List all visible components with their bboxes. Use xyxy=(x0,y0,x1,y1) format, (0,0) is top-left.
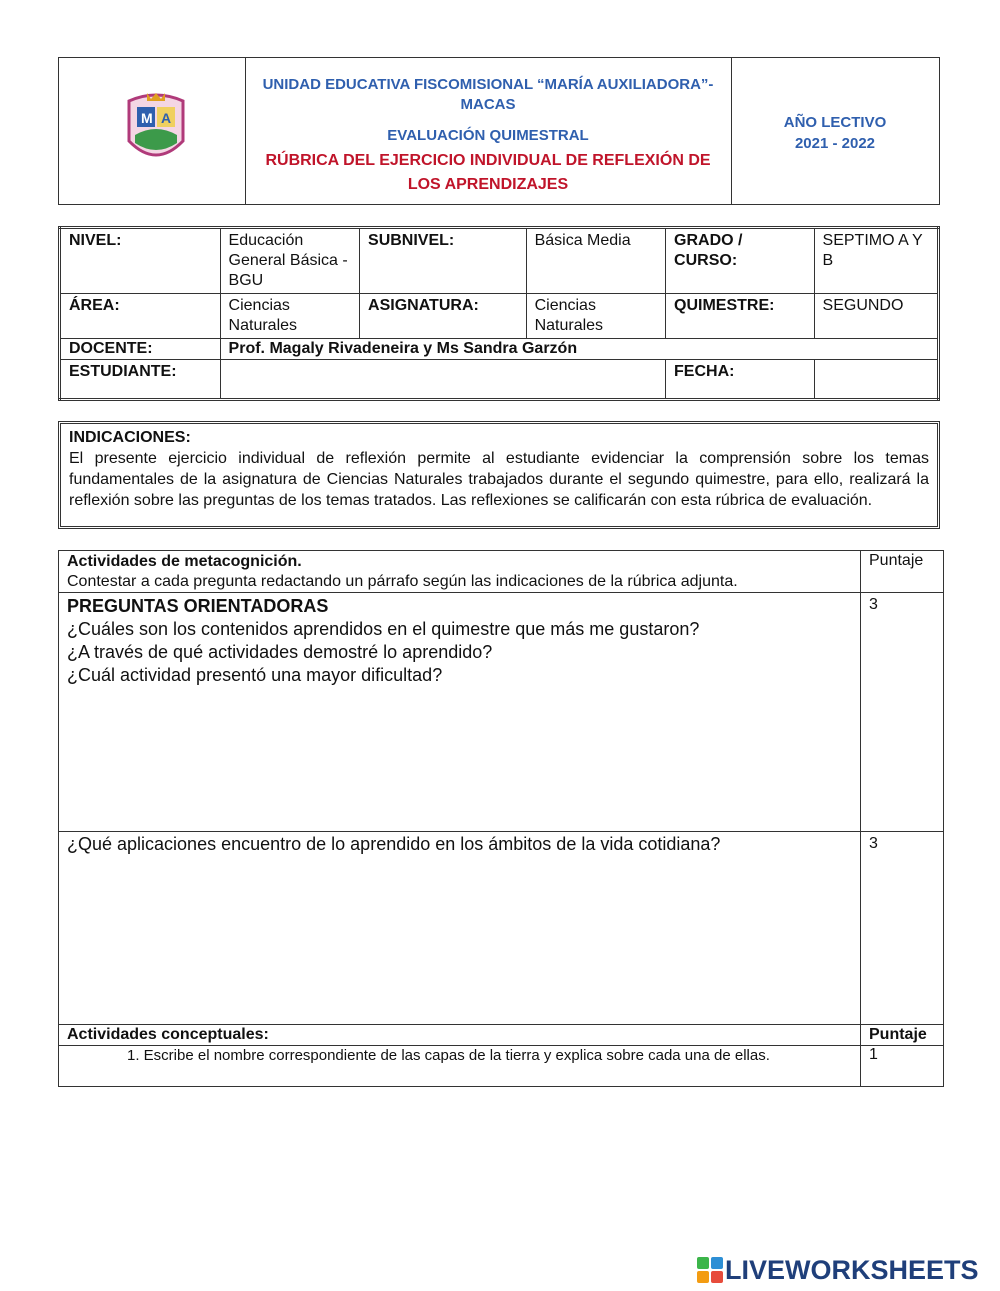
quimestre-label: QUIMESTRE: xyxy=(666,294,815,339)
asignatura-label: ASIGNATURA: xyxy=(360,294,527,339)
quimestre-value: SEGUNDO xyxy=(814,294,938,339)
rubric-title-line1: RÚBRICA DEL EJERCICIO INDIVIDUAL DE REFLEXIÓN DE xyxy=(265,152,711,169)
school-name-line2: MACAS xyxy=(460,96,516,113)
nivel-value: Educación General Básica - BGU xyxy=(220,228,359,294)
docente-label: DOCENTE: xyxy=(60,339,221,360)
guiding-questions-title: PREGUNTAS ORIENTADORAS xyxy=(67,596,329,616)
liveworksheets-wordmark: LIVEWORKSHEETS xyxy=(725,1254,979,1285)
score-1: 3 xyxy=(861,593,944,832)
school-name-line1: UNIDAD EDUCATIVA FISCOMISIONAL “MARÍA AUXILIADORA”- xyxy=(262,76,714,93)
question-3: ¿Cuál actividad presentó una mayor dificultad? xyxy=(67,665,443,685)
document-header xyxy=(58,57,940,205)
guiding-questions-cell[interactable] xyxy=(59,593,861,832)
score-2: 3 xyxy=(861,832,944,1025)
grado-value: SEPTIMO A Y B xyxy=(814,228,938,294)
asignatura-value: Ciencias Naturales xyxy=(526,294,665,339)
question-4: ¿Qué aplicaciones encuentro de lo aprendido en los ámbitos de la vida cotidiana? xyxy=(67,834,721,854)
question-1: ¿Cuáles son los contenidos aprendidos en el quimestre que más me gustaron? xyxy=(67,619,700,639)
header-title-cell xyxy=(245,58,732,204)
school-year-cell xyxy=(731,58,939,204)
question-2: ¿A través de qué actividades demostré lo aprendido? xyxy=(67,642,493,662)
estudiante-field[interactable] xyxy=(220,360,665,400)
estudiante-label: ESTUDIANTE: xyxy=(60,360,221,400)
indications-text: El presente ejercicio individual de reflexión permite al estudiante evidenciar la comprensión sobre los temas fundamentales de la asignatura de Ciencias Naturales trabajados durante el segundo quimestre, para ello, realizará la reflexión sobre las preguntas de los temas tratados. Las reflexiones se calificarán con esta rúbrica de evaluación. xyxy=(69,450,929,509)
info-table xyxy=(58,226,940,401)
metacognition-header xyxy=(59,551,861,593)
conceptual-score-header: Puntaje xyxy=(861,1025,944,1046)
subnivel-label: SUBNIVEL: xyxy=(360,228,527,294)
subnivel-value: Básica Media xyxy=(526,228,665,294)
school-year-label: AÑO LECTIVO xyxy=(783,114,887,131)
liveworksheets-brand xyxy=(697,1255,979,1285)
activities-table xyxy=(58,550,944,1087)
nivel-label: NIVEL: xyxy=(60,228,221,294)
evaluation-title: EVALUACIÓN QUIMESTRAL xyxy=(387,127,589,144)
conceptual-title: Actividades conceptuales: xyxy=(59,1025,861,1046)
fecha-label: FECHA: xyxy=(666,360,815,400)
rubric-title-line2: LOS APRENDIZAJES xyxy=(407,176,569,193)
logo-letter-a: A xyxy=(161,110,172,126)
area-label: ÁREA: xyxy=(60,294,221,339)
docente-value: Prof. Magaly Rivadeneira y Ms Sandra Garzón xyxy=(220,339,938,360)
indications-box xyxy=(58,421,940,529)
school-crest-logo xyxy=(121,91,191,171)
metacognition-instruction: Contestar a cada pregunta redactando un párrafo según las indicaciones de la rúbrica adjunta. xyxy=(67,573,738,590)
grado-label: GRADO / CURSO: xyxy=(666,228,815,294)
indications-title: INDICACIONES: xyxy=(69,429,191,446)
metacognition-title: Actividades de metacognición. xyxy=(67,553,302,570)
logo-letter-m: M xyxy=(141,110,153,126)
score-header: Puntaje xyxy=(861,551,944,593)
liveworksheets-logo-icon xyxy=(697,1257,723,1283)
school-year-value: 2021 - 2022 xyxy=(794,135,876,152)
fecha-field[interactable] xyxy=(814,360,938,400)
score-3: 1 xyxy=(861,1046,944,1087)
area-value: Ciencias Naturales xyxy=(220,294,359,339)
applications-question-cell[interactable] xyxy=(59,832,861,1025)
conceptual-question-1[interactable]: 1. Escribe el nombre correspondiente de las capas de la tierra y explica sobre cada una de ellas. xyxy=(59,1046,861,1087)
logo-cell xyxy=(59,58,246,204)
